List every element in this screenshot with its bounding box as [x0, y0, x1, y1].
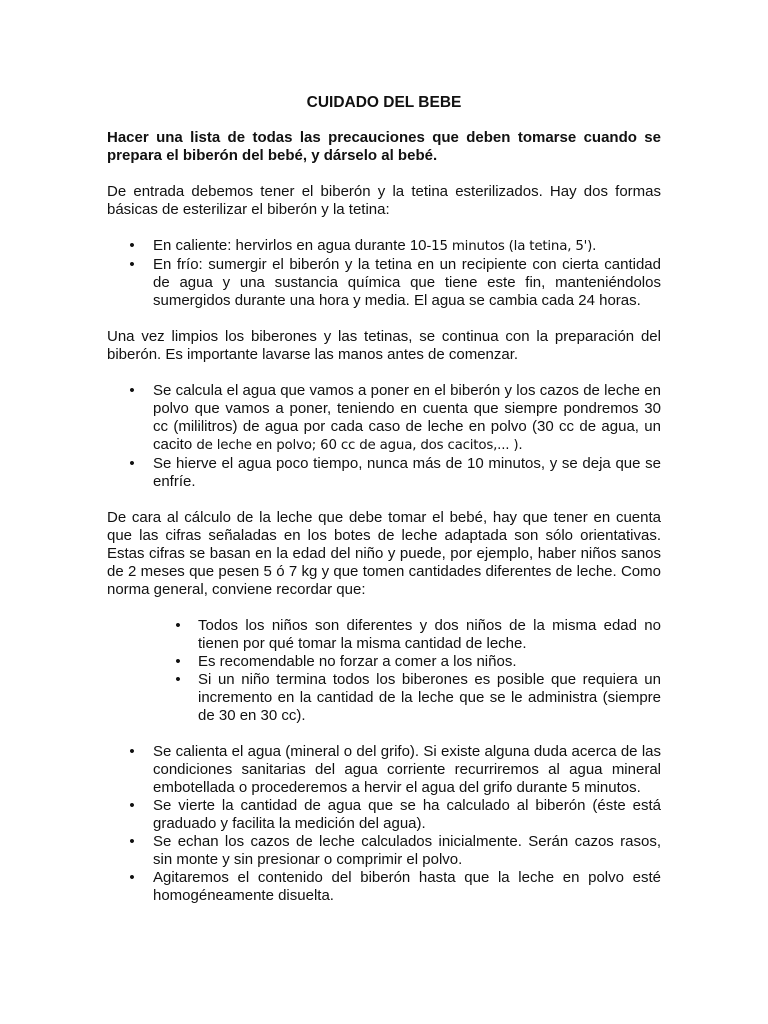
- lead-question: Hacer una lista de todas las precauciones que deben tomarse cuando se prepara el biberón del bebé, y dárselo al bebé.: [107, 129, 661, 164]
- list-item: • Se calcula el agua que vamos a poner en el biberón y los cazos de leche en polvo que vamos a poner, teniendo en cuenta que siempre pondremos 30 cc (mililitros) de agua por cada caso de leche en polvo (30 cc de agua, un cacito de leche en polvo; 60 cc de agua, dos cacitos,... ).: [107, 382, 661, 455]
- list-item: • Se vierte la cantidad de agua que se ha calculado al biberón (éste está graduado y facilita la medición del agua).: [107, 797, 661, 833]
- final-steps-list: [107, 743, 661, 905]
- bullet-icon: •: [129, 833, 135, 850]
- list-item: • Se calienta el agua (mineral o del grifo). Si existe alguna duda acerca de las condiciones sanitarias del agua corriente recurriremos al agua mineral embotellada o procederemos a hervir el agua del grifo durante 5 minutos.: [107, 743, 661, 797]
- list-item: • Si un niño termina todos los biberones es posible que requiera un incremento en la cantidad de la leche que se le administra (siempre de 30 en 30 cc).: [107, 671, 661, 725]
- general-rules-list: [107, 617, 661, 725]
- list-item: • En frío: sumergir el biberón y la tetina en un recipiente con cierta cantidad de agua y una sustancia química que tiene este fin, manteniéndolos sumergidos durante una hora y media. El agua se cambia cada 24 horas.: [107, 256, 661, 310]
- bullet-icon: •: [129, 455, 135, 472]
- list-item: • Se echan los cazos de leche calculados inicialmente. Serán cazos rasos, sin monte y sin presionar o comprimir el polvo.: [107, 833, 661, 869]
- bullet-icon: •: [129, 869, 135, 886]
- document-body: [107, 94, 661, 905]
- bullet-icon: •: [129, 382, 135, 399]
- bullet-icon: •: [175, 617, 181, 634]
- list-item: • Es recomendable no forzar a comer a los niños.: [107, 653, 661, 671]
- list-item: • Agitaremos el contenido del biberón hasta que la leche en polvo esté homogéneamente disuelta.: [107, 869, 661, 905]
- bullet-icon: •: [129, 237, 135, 254]
- paragraph-preparation: Una vez limpios los biberones y las tetinas, se continua con la preparación del biberón. Es importante lavarse las manos antes de comenzar.: [107, 328, 661, 363]
- page-title: CUIDADO DEL BEBE: [306, 94, 462, 111]
- list-item: • En caliente: hervirlos en agua durante 10-15 minutos (la tetina, 5').: [107, 237, 661, 256]
- list-item: • Todos los niños son diferentes y dos niños de la misma edad no tienen por qué tomar la misma cantidad de leche.: [107, 617, 661, 653]
- preparation-list: [107, 382, 661, 491]
- bullet-icon: •: [129, 797, 135, 814]
- bullet-icon: •: [129, 743, 135, 760]
- paragraph-sterilization: De entrada debemos tener el biberón y la tetina esterilizados. Hay dos formas básicas de esterilizar el biberón y la tetina:: [107, 183, 661, 218]
- bullet-icon: •: [175, 671, 181, 688]
- paragraph-calculation: De cara al cálculo de la leche que debe tomar el bebé, hay que tener en cuenta que las cifras señaladas en los botes de leche adaptada son sólo orientativas. Estas cifras se basan en la edad del niño y puede, por ejemplo, haber niños sanos de 2 meses que pesen 5 ó 7 kg y que tomen cantidades diferentes de leche. Como norma general, conviene recordar que:: [107, 509, 661, 598]
- bullet-icon: •: [175, 653, 181, 670]
- bullet-icon: •: [129, 256, 135, 273]
- list-item: • Se hierve el agua poco tiempo, nunca más de 10 minutos, y se deja que se enfríe.: [107, 455, 661, 491]
- sterilization-list: [107, 237, 661, 310]
